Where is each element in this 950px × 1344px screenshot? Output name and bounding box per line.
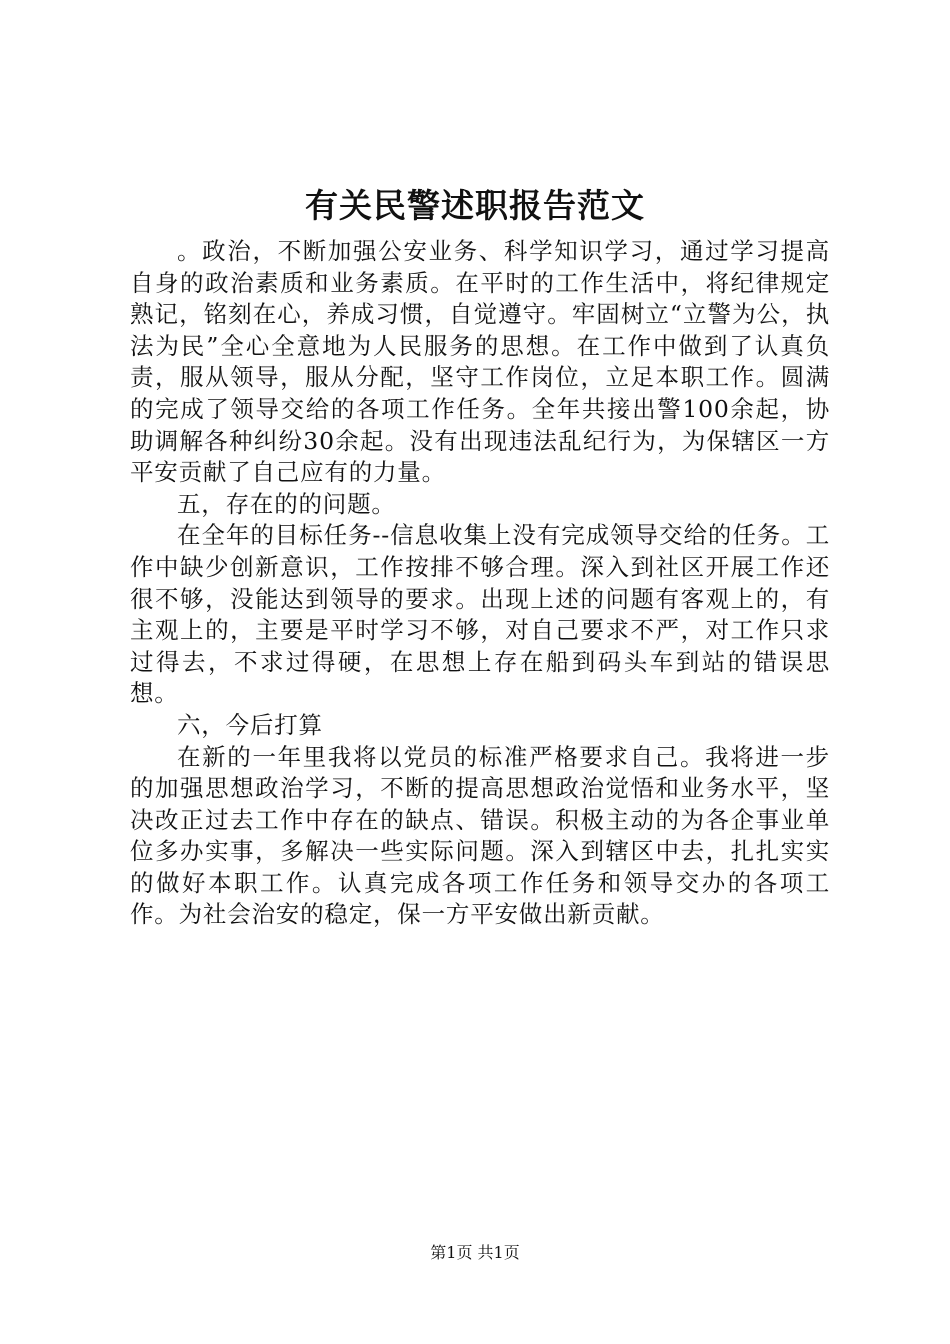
- heading-future-plans: 六，今后打算: [177, 710, 323, 739]
- paragraph-future-plans: 在新的一年里我将以党员的标准严格要求自己。我将进一步的加强思想政治学习，不断的提高思想政治觉悟和业务水平，坚决改正过去工作中存在的缺点、错误。积极主动的为各企事业单位多办实事，多解决一些实际问题。深入到辖区中去，扎扎实实的做好本职工作。认真完成各项工作任务和领导交办的各项工作。为社会治安的稳定，保一方平安做出新贡献。: [130, 742, 830, 929]
- document-title: 有关民警述职报告范文: [305, 186, 645, 225]
- page-footer: 第1页 共1页: [430, 1243, 520, 1262]
- heading-existing-problems: 五，存在的的问题。: [177, 489, 396, 518]
- paragraph-problems: 在全年的目标任务--信息收集上没有完成领导交给的任务。工作中缺少创新意识，工作按排不够合理。深入到社区开展工作还很不够，没能达到领导的要求。出现上述的问题有客观上的，有主观上的，主要是平时学习不够，对自己要求不严，对工作只求过得去，不求过得硬，在思想上存在船到码头车到站的错误思想。: [130, 521, 830, 708]
- paragraph-political-study: 。政治，不断加强公安业务、科学知识学习，通过学习提高自身的政治素质和业务素质。在平时的工作生活中，将纪律规定熟记，铭刻在心，养成习惯，自觉遵守。牢固树立“立警为公，执法为民”全心全意地为人民服务的思想。在工作中做到了认真负责，服从领导，服从分配，坚守工作岗位，立足本职工作。圆满的完成了领导交给的各项工作任务。全年共接出警100余起，协助调解各种纠纷30余起。没有出现违法乱纪行为，为保辖区一方平安贡献了自己应有的力量。: [130, 237, 830, 487]
- document-body: [130, 236, 830, 931]
